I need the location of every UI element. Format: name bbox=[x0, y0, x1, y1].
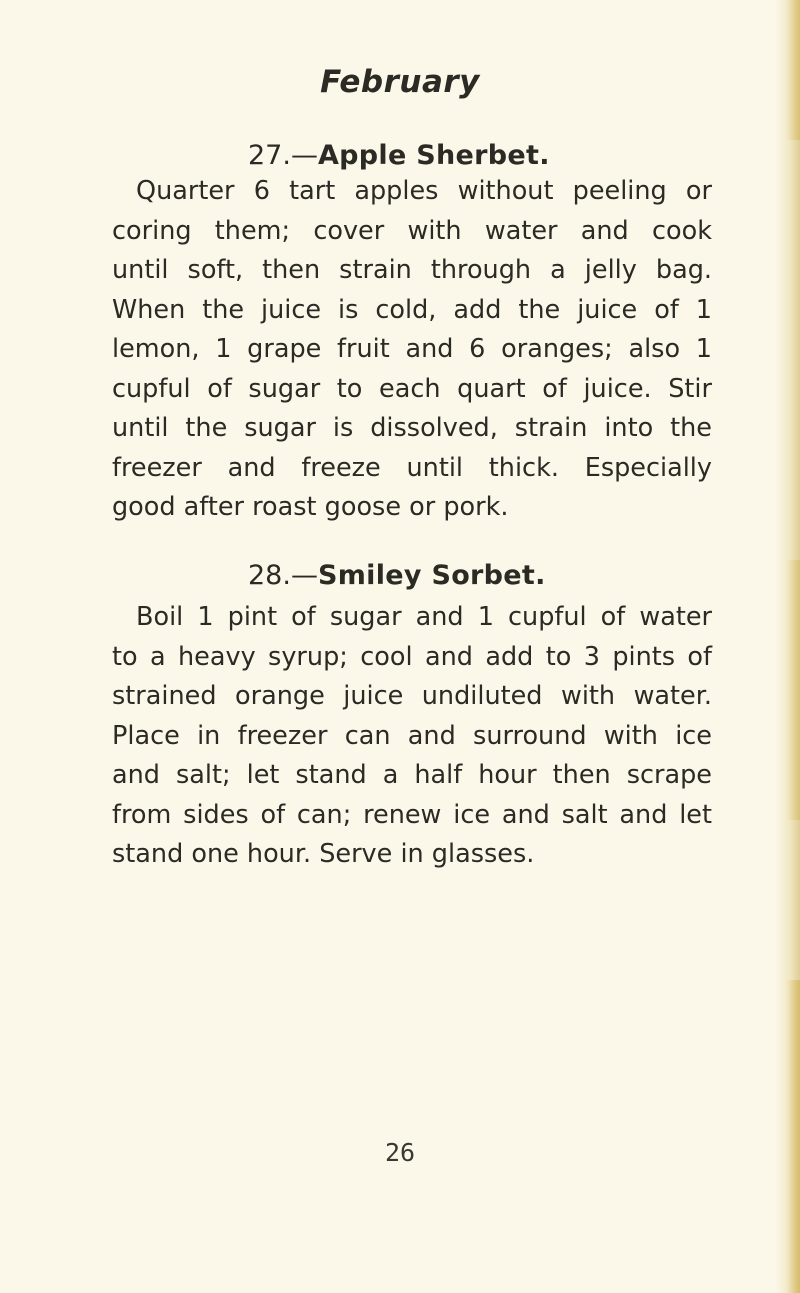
text-line: Place in freezer can and surround with ice bbox=[112, 720, 712, 751]
recipe-dash: — bbox=[290, 560, 318, 591]
text-line: stand one hour. Serve in glasses. bbox=[112, 839, 535, 869]
recipe-body bbox=[112, 598, 712, 875]
edge-stain bbox=[786, 980, 800, 1293]
text-line: strained orange juice undiluted with water. bbox=[112, 681, 712, 711]
text-line: from sides of can; renew ice and salt and let bbox=[112, 799, 712, 830]
text-line: good after roast goose or pork. bbox=[112, 492, 509, 522]
text-line: cupful of sugar to each quart of juice. Stir bbox=[112, 373, 712, 404]
text-line: freezer and freeze until thick. Especially bbox=[112, 452, 712, 483]
recipe-name: Smiley Sorbet. bbox=[317, 560, 546, 591]
text-line: When the juice is cold, add the juice of 1 bbox=[112, 294, 712, 325]
recipe-number: 27. bbox=[248, 140, 291, 171]
page-number: 26 bbox=[384, 1138, 416, 1167]
text-line: and salt; let stand a half hour then scrape bbox=[112, 760, 712, 790]
recipe-title bbox=[248, 560, 546, 591]
edge-stain bbox=[786, 560, 800, 820]
running-head: February bbox=[320, 64, 480, 100]
recipe-number: 28. bbox=[248, 560, 291, 591]
recipe-dash: — bbox=[290, 140, 318, 171]
recipe-body bbox=[112, 172, 712, 528]
recipe-name: Apple Sherbet. bbox=[317, 140, 550, 171]
text-line: to a heavy syrup; cool and add to 3 pints of bbox=[112, 641, 712, 672]
text-line: lemon, 1 grape fruit and 6 oranges; also 1 bbox=[112, 334, 712, 364]
text-line: Quarter 6 tart apples without peeling or bbox=[136, 176, 712, 206]
text-line: coring them; cover with water and cook bbox=[112, 215, 712, 246]
text-line: until the sugar is dissolved, strain into the bbox=[112, 413, 712, 443]
text-line: until soft, then strain through a jelly bag. bbox=[112, 255, 712, 285]
recipe-title bbox=[248, 140, 550, 171]
text-line: Boil 1 pint of sugar and 1 cupful of water bbox=[136, 602, 712, 632]
